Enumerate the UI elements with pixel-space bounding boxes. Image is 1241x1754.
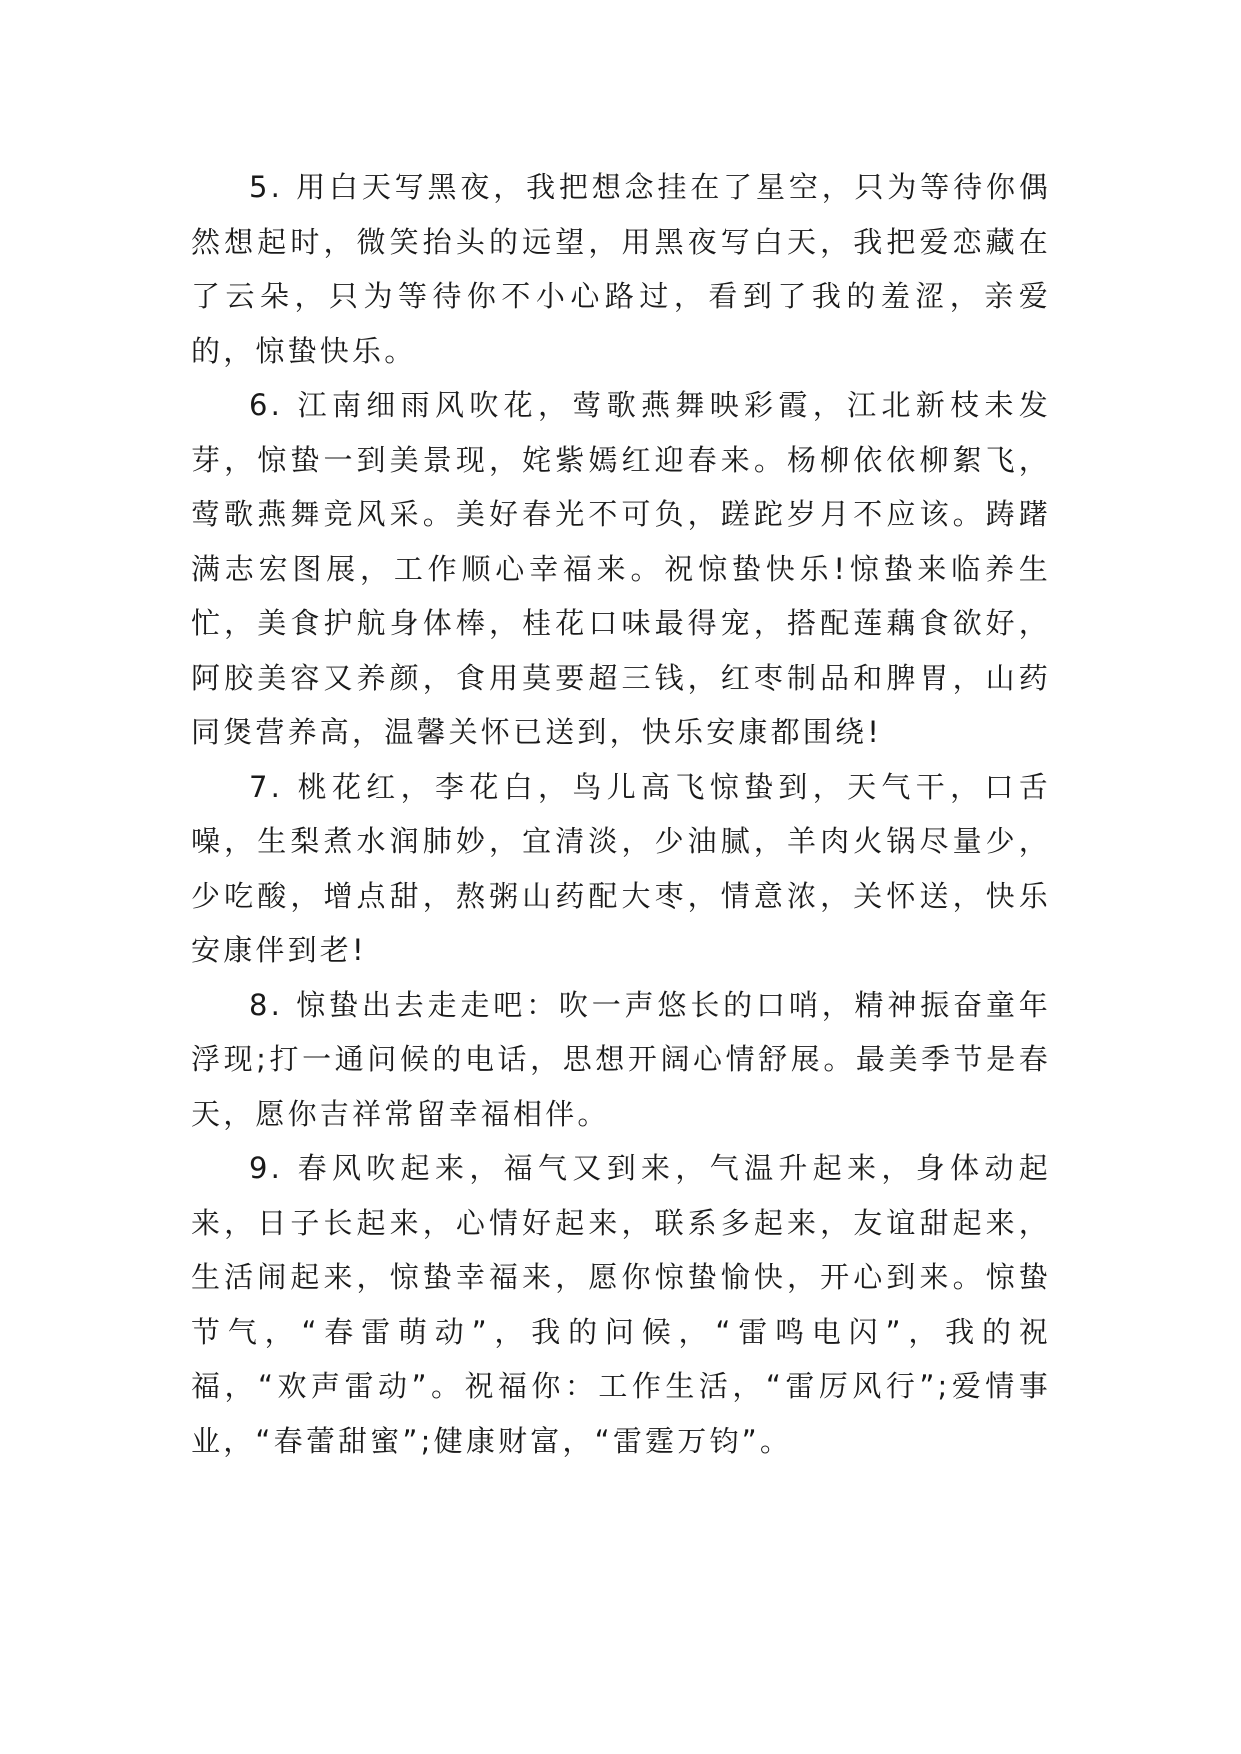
document-body xyxy=(191,160,1051,1468)
paragraph-8: 8. 惊蛰出去走走吧：吹一声悠长的口哨，精神振奋童年浮现;打一通问候的电话，思想开阔心情舒展。最美季节是春天，愿你吉祥常留幸福相伴。 xyxy=(191,987,1051,1131)
paragraph-9: 9. 春风吹起来，福气又到来，气温升起来，身体动起来，日子长起来，心情好起来，联系多起来，友谊甜起来，生活闹起来，惊蛰幸福来，愿你惊蛰愉快，开心到来。惊蛰节气，“春雷萌动”，我的问候，“雷鸣电闪”，我的祝福，“欢声雷动”。祝福你：工作生活，“雷厉风行”;爱情事业，“春蕾甜蜜”;健康财富，“雷霆万钧”。 xyxy=(191,1151,1051,1458)
paragraph-5: 5. 用白天写黑夜，我把想念挂在了星空，只为等待你偶然想起时，微笑抬头的远望，用黑夜写白天，我把爱恋藏在了云朵，只为等待你不小心路过，看到了我的羞涩，亲爱的，惊蛰快乐。 xyxy=(191,170,1051,368)
paragraph-6: 6. 江南细雨风吹花，莺歌燕舞映彩霞，江北新枝未发芽，惊蛰一到美景现，姹紫嫣红迎春来。杨柳依依柳絮飞，莺歌燕舞竞风采。美好春光不可负，蹉跎岁月不应该。踌躇满志宏图展，工作顺心幸福来。祝惊蛰快乐!惊蛰来临养生忙，美食护航身体棒，桂花口味最得宠，搭配莲藕食欲好，阿胶美容又养颜，食用莫要超三钱，红枣制品和脾胃，山药同煲营养高，温馨关怀已送到，快乐安康都围绕! xyxy=(191,388,1051,749)
paragraph-7: 7. 桃花红，李花白，鸟儿高飞惊蛰到，天气干，口舌噪，生梨煮水润肺妙，宜清淡，少油腻，羊肉火锅尽量少，少吃酸，增点甜，熬粥山药配大枣，情意浓，关怀送，快乐安康伴到老! xyxy=(191,769,1051,967)
